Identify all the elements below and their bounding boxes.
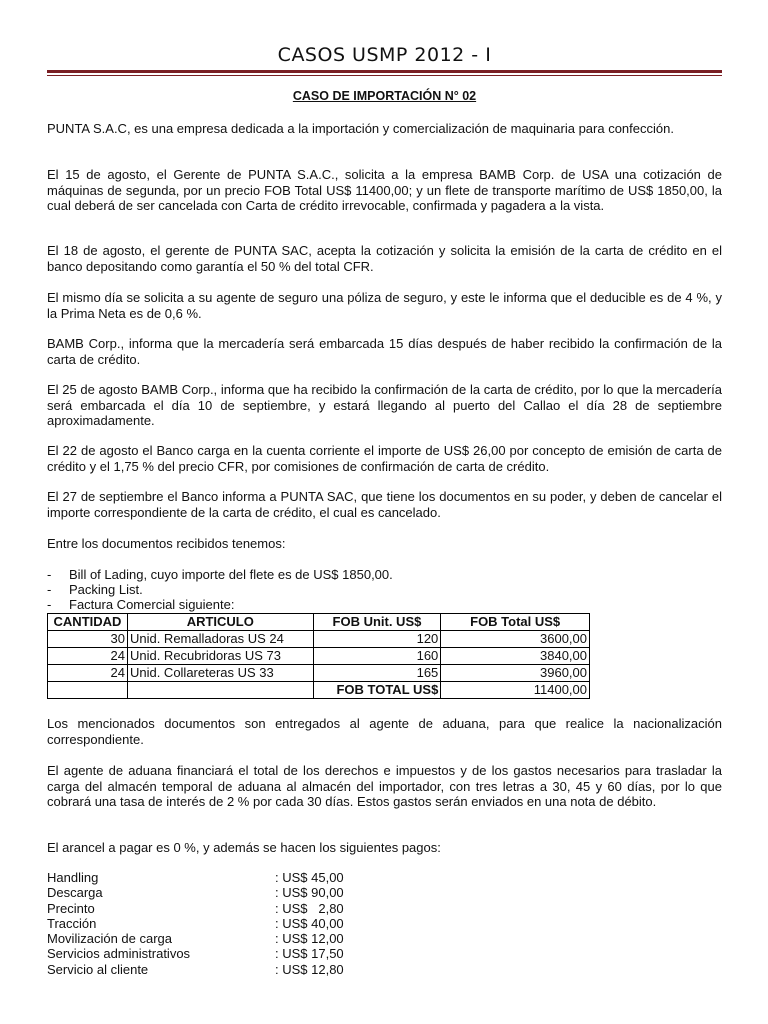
cell-fob-total: 3960,00 — [441, 665, 590, 682]
list-item — [47, 582, 722, 597]
column-header-article: ARTICULO — [127, 614, 313, 631]
payment-row — [47, 901, 344, 916]
table-row — [48, 631, 590, 648]
cell-quantity: 24 — [48, 665, 128, 682]
paragraph-quotation: El 15 de agosto, el Gerente de PUNTA S.A.C., solicita a la empresa BAMB Corp. de USA una cotización de máquinas de segunda, por un precio FOB Total US$ 11400,00; y un flete de transporte marítimo de US$ 1850,00, la cual deberá de ser cancelada con Carta de crédito irrevocable, confirmada y pagadera a la vista. — [47, 167, 722, 213]
list-item-text: Bill of Lading, cuyo importe del flete es de US$ 1850,00. — [69, 567, 393, 582]
list-item-text: Factura Comercial siguiente: — [69, 597, 235, 612]
list-dash: - — [47, 597, 52, 612]
paragraph-customs-agent: Los mencionados documentos son entregados al agente de aduana, para que realice la nacionalización correspondiente. — [47, 716, 722, 747]
cell-fob-total: 3600,00 — [441, 631, 590, 648]
cell-fob-total: 3840,00 — [441, 648, 590, 665]
header-rule-thin — [47, 75, 722, 76]
case-title: CASO DE IMPORTACIÓN N° 02 — [292, 89, 477, 103]
payment-label: Tracción — [47, 915, 97, 931]
payment-label: Servicios administrativos — [47, 946, 191, 962]
fob-total-label: FOB TOTAL US$ — [313, 682, 441, 699]
cell-quantity: 30 — [48, 631, 128, 648]
list-dash: - — [47, 582, 52, 597]
cell-article: Unid. Remalladoras US 24 — [127, 631, 313, 648]
paragraph-insurance: El mismo día se solicita a su agente de seguro una póliza de seguro, y este le informa que el deducible es de 4 %, y la Prima Neta es de 0,6 %. — [47, 290, 722, 321]
list-dash: - — [47, 567, 52, 582]
payment-row — [47, 962, 344, 977]
table-row — [48, 648, 590, 665]
cell-fob-unit: 160 — [313, 648, 441, 665]
cell-empty — [48, 682, 128, 699]
table-total-row — [48, 682, 590, 699]
payment-value: : US$ 12,00 — [275, 931, 344, 947]
cell-empty — [127, 682, 313, 699]
paragraph-shipment-date: El 25 de agosto BAMB Corp., informa que ha recibido la confirmación de la carta de crédito, por lo que la mercadería será embarcada el día 10 de septiembre, y estará llegando al puerto del Callao el día 28 de septiembre aproximadamente. — [47, 382, 722, 428]
payment-value: : US$ 90,00 — [275, 885, 344, 901]
payment-value: : US$ 12,80 — [275, 961, 344, 977]
paragraph-tariff: El arancel a pagar es 0 %, y además se hacen los siguientes pagos: — [47, 840, 441, 855]
cell-article: Unid. Collareteras US 33 — [127, 665, 313, 682]
payment-label: Descarga — [47, 885, 103, 901]
commercial-invoice-table — [47, 613, 590, 699]
column-header-fob-total: FOB Total US$ — [441, 614, 590, 631]
paragraph-financing: El agente de aduana financiará el total de los derechos e impuestos y de los gastos necesarios para trasladar la carga del almacén temporal de aduana al almacén del importador, con tres letras a 30, 45 y 60 días, por lo que cobrará una tasa de interés de 2 % por cada 30 días. Estos gastos serán enviados en una nota de débito. — [47, 763, 722, 809]
column-header-fob-unit: FOB Unit. US$ — [313, 614, 441, 631]
payment-row — [47, 931, 344, 946]
payment-row — [47, 870, 344, 885]
payment-value: : US$ 2,80 — [275, 900, 344, 916]
payment-row — [47, 946, 344, 961]
payment-label: Movilización de carga — [47, 931, 173, 947]
documents-list — [47, 567, 722, 612]
column-header-quantity: CANTIDAD — [48, 614, 128, 631]
payment-value: : US$ 45,00 — [275, 870, 344, 885]
table-row — [48, 665, 590, 682]
list-item-text: Packing List. — [69, 582, 143, 597]
paragraph-shipment-notice: BAMB Corp., informa que la mercadería será embarcada 15 días después de haber recibido la confirmación de la carta de crédito. — [47, 336, 722, 367]
paragraph-acceptance: El 18 de agosto, el gerente de PUNTA SAC, acepta la cotización y solicita la emisión de la carta de crédito en el banco depositando como garantía el 50 % del total CFR. — [47, 243, 722, 274]
list-item — [47, 597, 722, 612]
payment-label: Precinto — [47, 900, 95, 916]
payment-value: : US$ 40,00 — [275, 915, 344, 931]
cell-article: Unid. Recubridoras US 73 — [127, 648, 313, 665]
payment-label: Servicio al cliente — [47, 961, 149, 977]
payment-value: : US$ 17,50 — [275, 946, 344, 962]
cell-quantity: 24 — [48, 648, 128, 665]
paragraph-bank-charges: El 22 de agosto el Banco carga en la cuenta corriente el importe de US$ 26,00 por concepto de emisión de carta de crédito y el 1,75 % del precio CFR, por comisiones de confirmación de carta de crédito. — [47, 443, 722, 474]
payment-label: Handling — [47, 870, 99, 885]
fob-total-value: 11400,00 — [441, 682, 590, 699]
payments-list — [47, 870, 344, 977]
list-item — [47, 567, 722, 582]
paragraph-bank-documents: El 27 de septiembre el Banco informa a PUNTA SAC, que tiene los documentos en su poder, y deben de cancelar el importe correspondiente de la carta de crédito, el cual es cancelado. — [47, 489, 722, 520]
header-rule-thick — [47, 70, 722, 73]
table-header-row — [48, 614, 590, 631]
cell-fob-unit: 120 — [313, 631, 441, 648]
cell-fob-unit: 165 — [313, 665, 441, 682]
paragraph-documents-intro: Entre los documentos recibidos tenemos: — [47, 536, 286, 551]
payment-row — [47, 885, 344, 900]
document-header-title: CASOS USMP 2012 - I — [277, 44, 492, 66]
payment-row — [47, 916, 344, 931]
paragraph-company: PUNTA S.A.C, es una empresa dedicada a la importación y comercialización de maquinaria para confección. — [47, 121, 674, 136]
